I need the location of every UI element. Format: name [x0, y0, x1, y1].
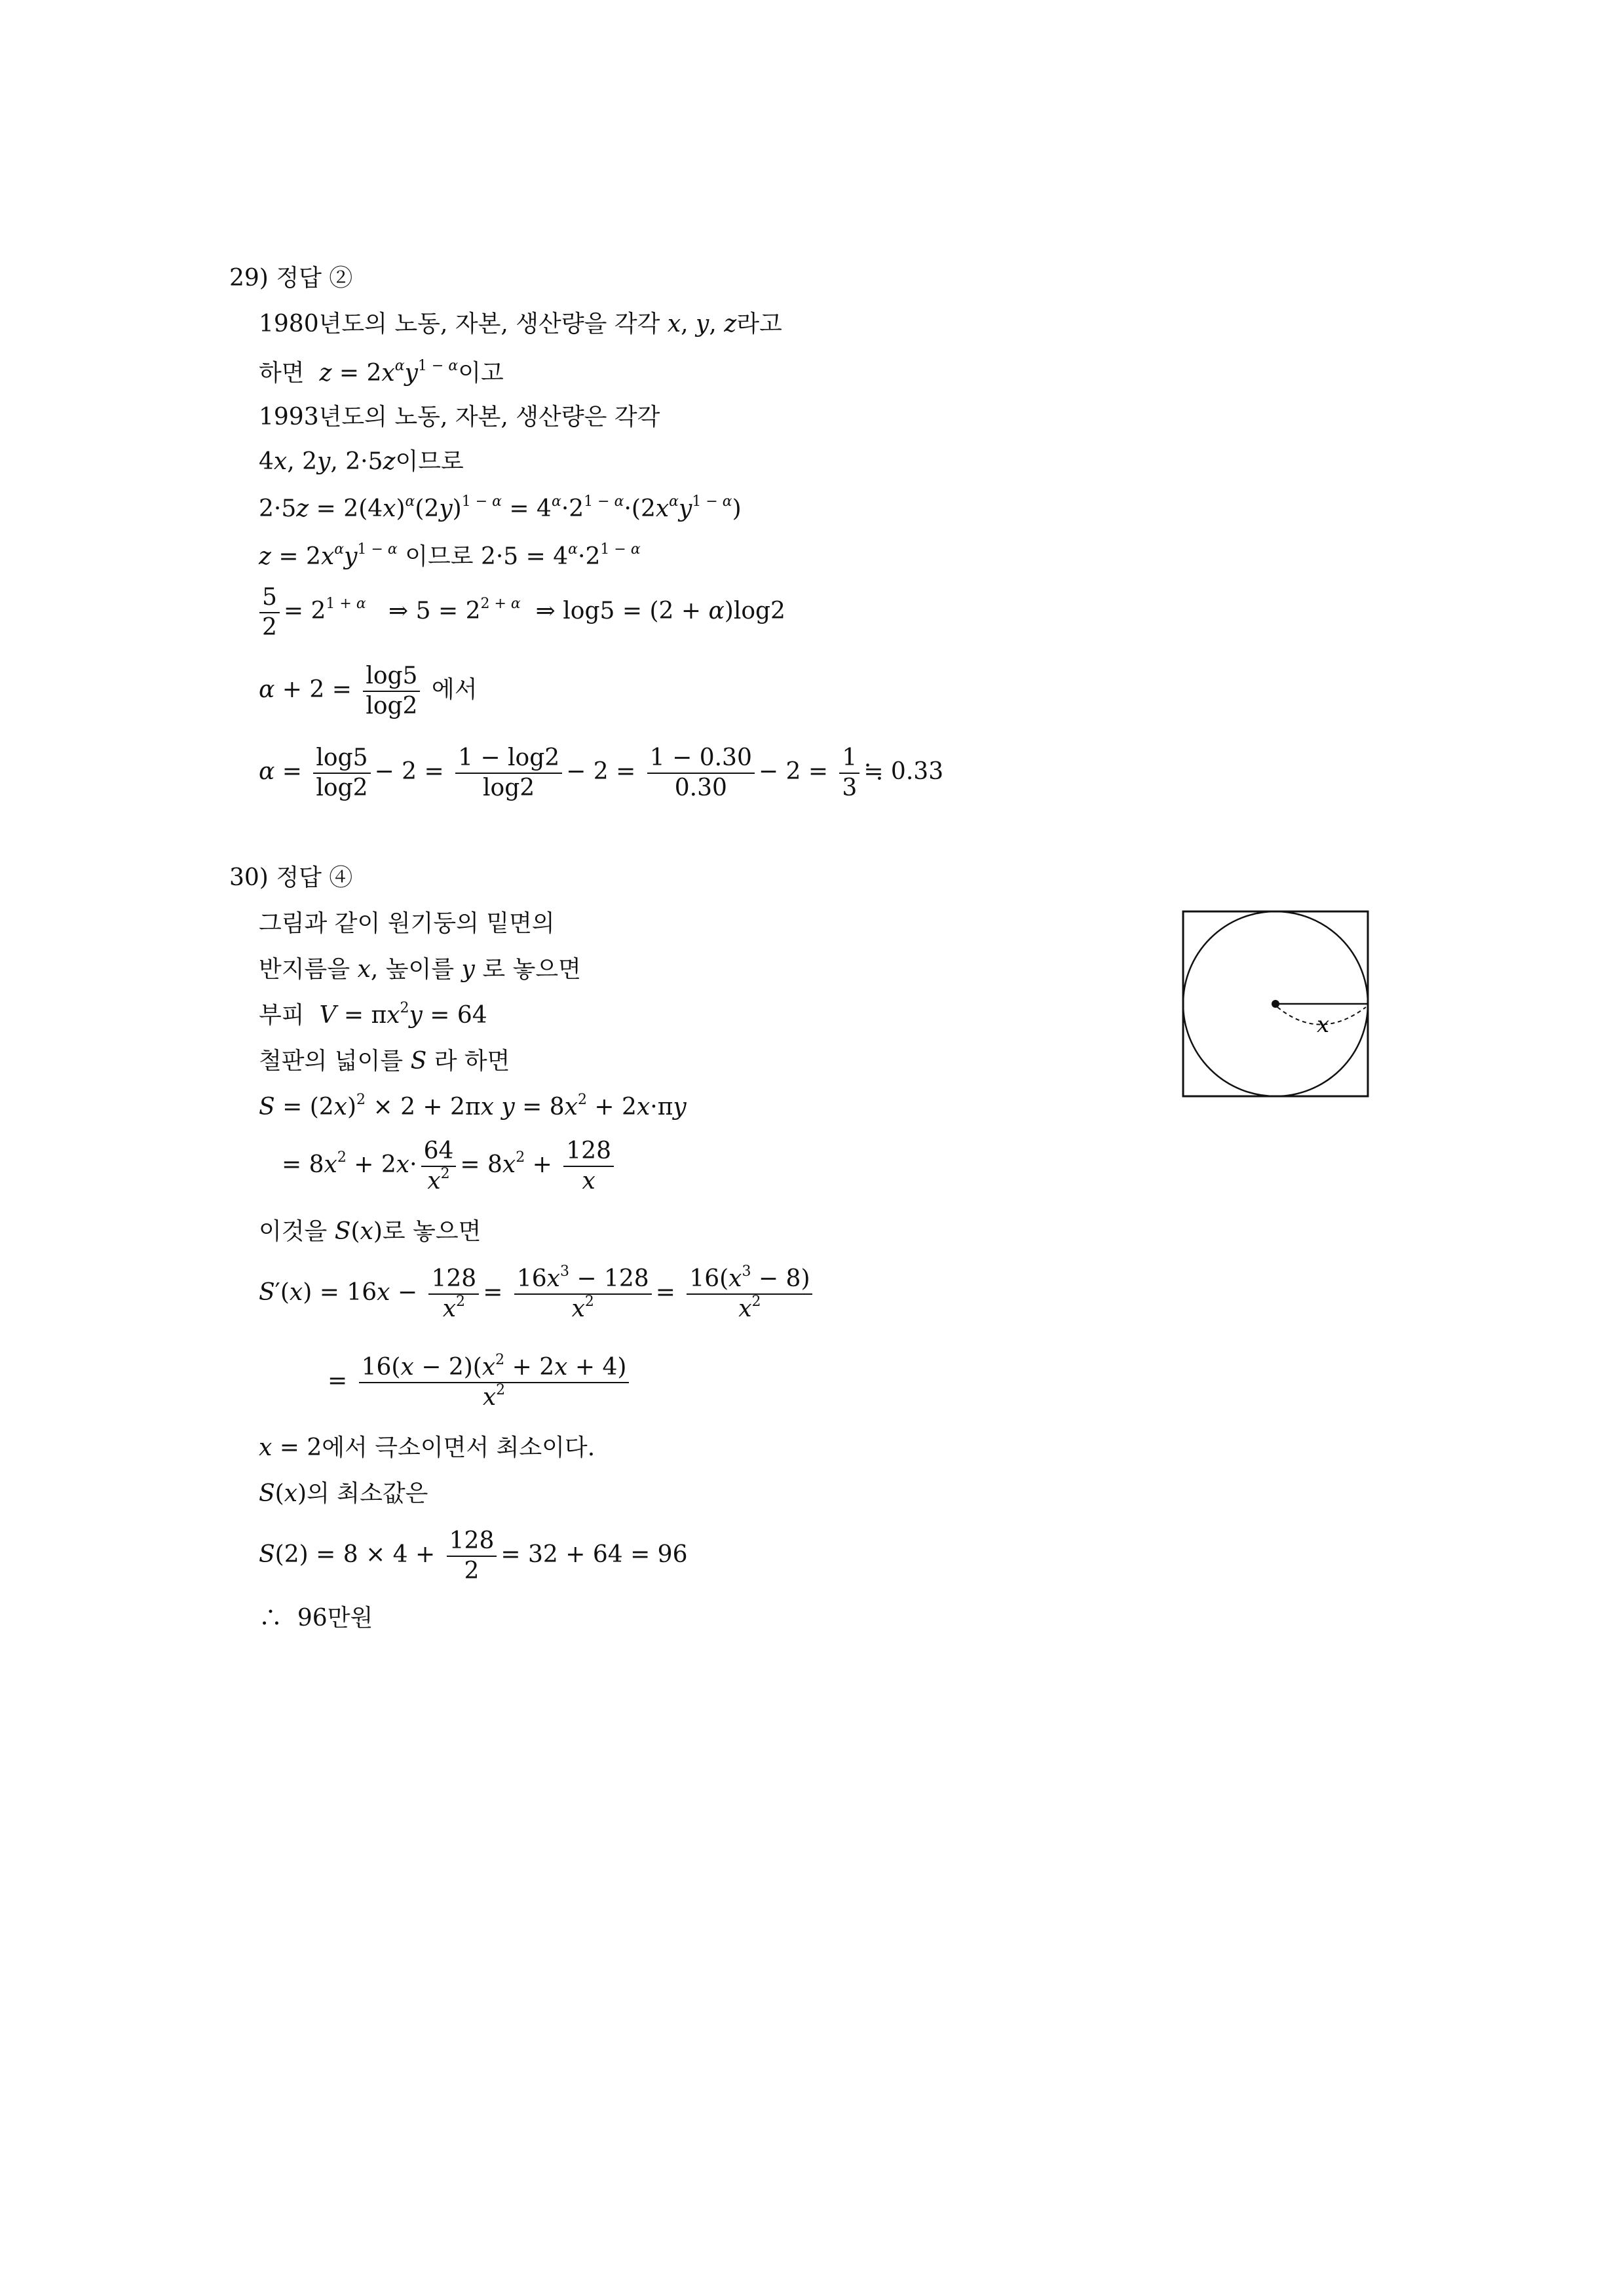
- p29-header: [229, 262, 352, 295]
- p30-conclusion: ∴ 96만원: [259, 1605, 373, 1632]
- p30-equation-1: $S = (2x)^2 \times 2 + 2\pi x$ $y = 8x^2 + 2x\cdot\pi y$: [259, 1092, 687, 1120]
- p30-number: 30): [229, 864, 269, 891]
- p30-line-7: S(x)의 최소값은: [259, 1480, 428, 1507]
- p29-equation-5: α = $\frac{\log 5}{\log 2}$ − 2 = $\frac{1 - \log 2}{\log 2}$ − 2 = $\frac{1 - 0.30}{0.30}$ − 2 = $\frac{1}{3}$ ≒ 0.33: [259, 744, 944, 801]
- p30-equation-5: S(2) = 8 × 4 + $\frac{128}{2}$ = 32 + 64 = 96: [259, 1527, 688, 1584]
- p30-line-1: 그림과 같이 원기둥의 밑면의: [259, 910, 555, 937]
- radius-label: x: [1317, 1012, 1330, 1038]
- p29-equation-1: $2\cdot 5z = 2(4x)^\alpha(2y)^{1 - \alpha} = 4^\alpha\cdot 2^{1 - \alpha}\cdot(2x^\alpha y^{1 - \alpha})$: [259, 493, 742, 522]
- p30-header: [229, 862, 352, 894]
- p29-line-1: 1980년도의 노동, 자본, 생산량을 각각 x, y, z라고: [259, 311, 782, 337]
- p30-equation-4: = $\frac{16(x - 2)(x^2 + 2x + 4)}{x^2}$: [328, 1353, 633, 1412]
- p29-line-4: 4x, 2y, 2·5z이므로: [259, 448, 464, 475]
- p30-line-5: 이것을 S(x)로 놓으면: [259, 1218, 482, 1245]
- p29-equation-3: $\frac{5}{2}$ = $2^{1 + \alpha}$ ⇒ $5 = 2^{2 + \alpha}$ ⇒ log5 = (2 + α)log2: [255, 583, 785, 642]
- p30-answer: 정답 ④: [276, 864, 353, 891]
- p30-line-4: 철판의 넓이를 S 라 하면: [259, 1048, 510, 1075]
- p29-equation-2: $z = 2x^\alpha y^{1 - \alpha}$ 이므로 $2\cdot 5 = 4^\alpha\cdot 2^{1 - \alpha}$: [259, 541, 641, 570]
- p29-line-3: 1993년도의 노동, 자본, 생산량은 각각: [259, 404, 660, 430]
- p29-equation-4: α + 2 = $\frac{\log 5}{\log 2}$ 에서: [259, 662, 478, 719]
- p30-line-3: 부피 $V = \pi x^2y = 64$: [259, 1000, 487, 1029]
- p29-line-2: 하면 $z = 2x^\alpha y^{1 - \alpha}$이고: [259, 358, 504, 387]
- p30-equation-3: S′(x) = 16x − $\frac{128}{x^2}$ = $\frac{16x^3 - 128}{x^2}$ = $\frac{16(x^3 - 8)}{x^2}$: [259, 1265, 816, 1324]
- p30-equation-2: = $8x^2 + 2x\cdot$ $\frac{64}{x^2}$ = $8x^2$ + $\frac{128}{x}$: [282, 1137, 618, 1196]
- cylinder-base-figure: [1179, 908, 1376, 1104]
- p30-line-2: 반지름을 x, 높이를 y 로 놓으면: [259, 956, 581, 983]
- p29-answer: 정답 ②: [276, 265, 353, 292]
- p30-line-6: x = 2에서 극소이면서 최소이다.: [259, 1434, 595, 1461]
- p29-number: 29): [229, 265, 269, 292]
